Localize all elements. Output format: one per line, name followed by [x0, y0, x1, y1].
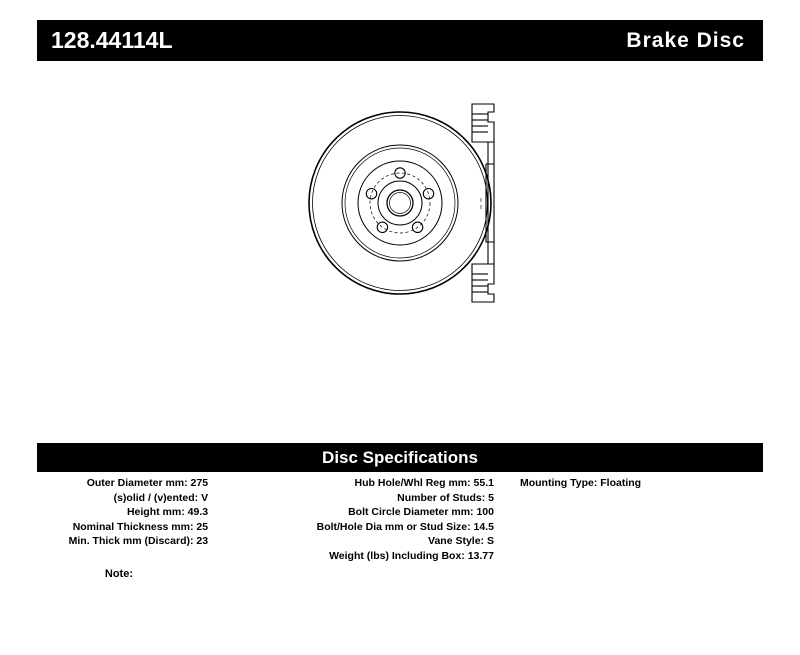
- spec-mounting-type: Mounting Type: Floating: [519, 477, 642, 489]
- note-row: [37, 568, 763, 580]
- spec-weight: Weight (lbs) Including Box: 13.77: [329, 549, 494, 562]
- specs-title-bar: [37, 443, 763, 472]
- spec-outer-diameter: Outer Diameter mm: 275: [86, 477, 209, 489]
- specs-right-column: [498, 476, 763, 491]
- spec-height: Height mm: 49.3: [126, 506, 209, 518]
- spec-min-thickness: Min. Thick mm (Discard): 23: [68, 535, 209, 547]
- spec-bolt-circle-diameter: Bolt Circle Diameter mm: 100: [348, 506, 494, 518]
- part-number: 128.44114L: [51, 27, 173, 53]
- spec-solid-vented: (s)olid / (v)ented: V: [113, 491, 209, 504]
- specs-columns: [37, 476, 763, 563]
- brake-disc-section-view: [462, 98, 518, 308]
- note-label: Note:: [104, 568, 133, 580]
- specs-left-column: [37, 476, 212, 549]
- spec-hub-hole: Hub Hole/Whl Reg mm: 55.1: [354, 477, 494, 489]
- specs-middle-column: [212, 476, 498, 563]
- header-bar: [37, 20, 763, 61]
- product-type-label: Brake Disc: [626, 29, 745, 52]
- spec-bolt-hole-dia: Bolt/Hole Dia mm or Stud Size: 14.5: [316, 520, 494, 533]
- spec-vane-style: Vane Style: S: [428, 535, 494, 547]
- spec-nominal-thickness: Nominal Thickness mm: 25: [72, 520, 209, 533]
- specs-title: Disc Specifications: [322, 448, 478, 467]
- technical-drawing: [37, 70, 763, 430]
- spec-number-of-studs: Number of Studs: 5: [397, 491, 494, 504]
